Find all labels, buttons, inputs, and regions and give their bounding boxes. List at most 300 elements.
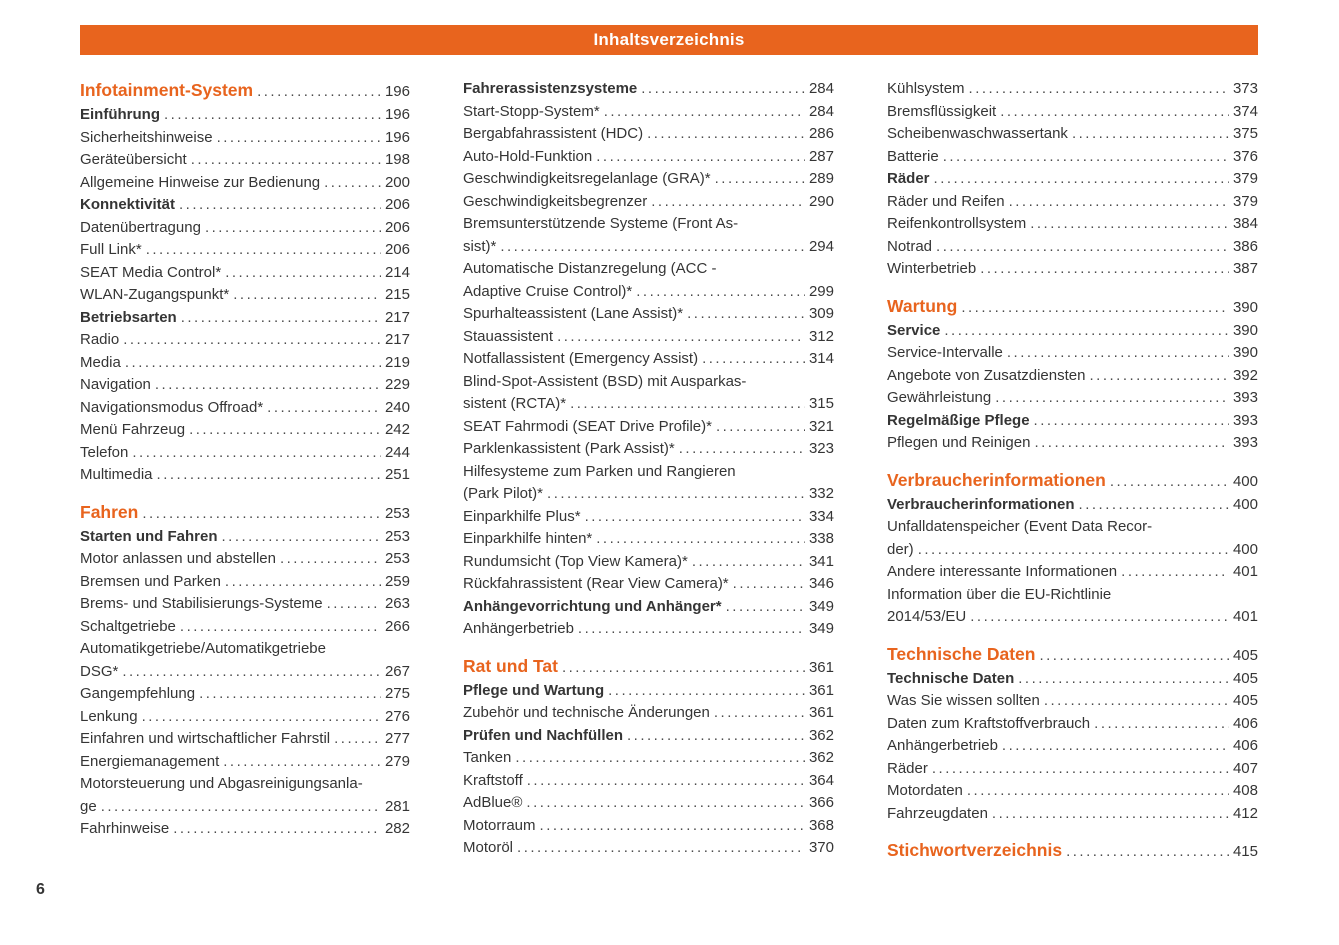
toc-entry-page: 415: [1232, 843, 1258, 860]
dot-leader: [961, 295, 1229, 320]
toc-entry-page: 215: [384, 286, 410, 303]
toc-entry-label: Technische Daten: [887, 669, 1015, 687]
toc-entry-page: 217: [384, 308, 410, 326]
dot-leader: [647, 123, 805, 146]
toc-entry: [887, 78, 1258, 101]
toc-entry: [80, 239, 410, 262]
dot-leader: [936, 236, 1229, 259]
toc-entry: [80, 104, 410, 127]
dot-leader: [932, 758, 1229, 781]
toc-entry-row: [887, 410, 1258, 433]
toc-entry-row: [80, 818, 410, 841]
toc-entry-row: [887, 342, 1258, 365]
dot-leader: [1072, 123, 1229, 146]
toc-entry-page: 361: [808, 704, 834, 721]
dot-leader: [180, 616, 381, 639]
toc-entry-label: Anhängevorrichtung und Anhänger*: [463, 597, 722, 615]
toc-entry-label: AdBlue®: [463, 794, 523, 811]
toc-entry: [887, 432, 1258, 455]
toc-entry: [887, 365, 1258, 388]
dot-leader: [146, 239, 381, 262]
toc-entry-row: [463, 654, 834, 680]
dot-leader: [1002, 735, 1229, 758]
toc-entry: [887, 236, 1258, 259]
toc-entry: [80, 374, 410, 397]
toc-entry-page: 407: [1232, 759, 1258, 777]
toc-entry-label: Gewährleistung: [887, 389, 992, 406]
toc-entry: [887, 146, 1258, 169]
toc-entry-page: 290: [808, 192, 834, 210]
toc-entry: [463, 371, 834, 416]
toc-entry-label: Bremsen und Parken: [80, 572, 221, 590]
toc-entry-page: 392: [1232, 366, 1258, 384]
toc-entry-page: 312: [808, 327, 834, 345]
toc-entry: [80, 172, 410, 195]
toc-entry: [80, 683, 410, 706]
toc-entry-page: 276: [384, 707, 410, 725]
toc-entry-row: [80, 548, 410, 571]
toc-entry-label: SEAT Fahrmodi (SEAT Drive Profile)*: [463, 417, 712, 435]
dot-leader: [585, 506, 805, 529]
toc-entry-row: [80, 526, 410, 549]
toc-entry: [463, 461, 834, 506]
toc-entry-label: Schaltgetriebe: [80, 617, 176, 635]
toc-entry-page: 275: [384, 685, 410, 702]
toc-entry-row: [887, 642, 1258, 668]
toc-entry-page: 287: [808, 147, 834, 165]
dot-leader: [191, 149, 381, 172]
toc-entry-label: Spurhalteassistent (Lane Assist)*: [463, 305, 684, 322]
toc-entry: [463, 146, 834, 169]
toc-entry-label: Fahrzeugdaten: [887, 804, 988, 822]
toc-entry-page: 334: [808, 507, 834, 525]
toc-entry: [463, 618, 834, 641]
toc-entry: [80, 329, 410, 352]
toc-entry-label: Media: [80, 353, 121, 371]
dot-leader: [995, 387, 1229, 410]
toc-entry: [887, 758, 1258, 781]
toc-entry-page: 332: [808, 485, 834, 502]
dot-leader: [517, 837, 805, 860]
toc-entry-row: [80, 217, 410, 240]
toc-entry-label-line1: Blind-Spot-Assistent (BSD) mit Ausparkas-: [463, 372, 747, 390]
toc-entry-label: Einfahren und wirtschaftlicher Fahrstil: [80, 730, 331, 747]
toc-entry-page: 229: [384, 376, 410, 393]
toc-entry-label: Infotainment-System: [80, 80, 254, 100]
toc-entry-row: [887, 146, 1258, 169]
toc-entry-row: [887, 123, 1258, 146]
toc-entry: [80, 397, 410, 420]
toc-entry-page: 214: [384, 263, 410, 281]
toc-entry-page: 390: [1232, 298, 1258, 316]
toc-entry: [80, 571, 410, 594]
dot-leader: [233, 284, 381, 307]
toc-entry-row: [80, 352, 410, 375]
toc-entry-row: [463, 438, 834, 461]
toc-entry-label: Allgemeine Hinweise zur Bedienung: [80, 173, 321, 191]
toc-entry-row: [80, 751, 410, 774]
toc-entry-page: 366: [808, 794, 834, 811]
dot-leader: [122, 661, 381, 684]
toc-entry-label: Rückfahrassistent (Rear View Camera)*: [463, 575, 729, 592]
dot-leader: [967, 780, 1229, 803]
toc-entry-page: 294: [808, 237, 834, 255]
toc-entry: [463, 416, 834, 439]
dot-leader: [1089, 365, 1228, 388]
toc-entry: [80, 307, 410, 330]
toc-entry-page: 284: [808, 80, 834, 97]
dot-leader: [199, 683, 381, 706]
toc-entry-label: WLAN-Zugangspunkt*: [80, 286, 230, 303]
dot-leader: [715, 168, 805, 191]
toc-entry-row: [463, 146, 834, 169]
toc-entry-page: 196: [384, 106, 410, 123]
dot-leader: [1034, 410, 1229, 433]
toc-entry-row: [463, 236, 834, 259]
dot-leader: [679, 438, 805, 461]
toc-entry-page: 386: [1232, 237, 1258, 255]
dot-leader: [1030, 213, 1229, 236]
toc-entry-page: 200: [384, 173, 410, 191]
dot-leader: [596, 528, 805, 551]
toc-entry-row: [463, 702, 834, 725]
toc-entry: [463, 680, 834, 703]
dot-leader: [1018, 668, 1229, 691]
dot-leader: [687, 303, 805, 326]
toc-entry-page: 266: [384, 617, 410, 635]
toc-entry-row: [80, 571, 410, 594]
toc-entry-label: Konnektivität: [80, 196, 176, 213]
toc-entry-label-line1: Bremsunterstützende Systeme (Front As-: [463, 215, 739, 232]
dot-leader: [164, 104, 381, 127]
dot-leader: [123, 329, 381, 352]
toc-entry-label: Anhängerbetrieb: [887, 737, 998, 754]
toc-entry-page: 401: [1232, 608, 1258, 625]
toc-entry-label: Verbraucherinformationen: [887, 469, 1106, 490]
toc-entry-label-line1: Information über die EU-Richtlinie: [887, 585, 1112, 603]
toc-entry-row: [80, 661, 410, 684]
toc-entry-row: [80, 127, 410, 150]
toc-entry-row: [463, 168, 834, 191]
toc-entry: [887, 191, 1258, 214]
dot-leader: [716, 416, 805, 439]
toc-entry-label-line1: Motorsteuerung und Abgasreinigungsanla-: [80, 775, 363, 792]
toc-entry: [463, 101, 834, 124]
toc-entry-page: 379: [1232, 192, 1258, 210]
toc-entry-row: [887, 668, 1258, 691]
toc-entry: [463, 573, 834, 596]
dot-leader: [1110, 469, 1229, 494]
toc-entry-page: 379: [1232, 170, 1258, 187]
toc-entry-page: 390: [1232, 321, 1258, 339]
toc-entry: [80, 773, 410, 818]
toc-entry-row: [463, 506, 834, 529]
dot-leader: [324, 172, 381, 195]
dot-leader: [222, 526, 381, 549]
toc-entry-page: 375: [1232, 125, 1258, 142]
toc-entry-label: Fahrerassistenzsysteme: [463, 80, 638, 97]
toc-entry-label: Winterbetrieb: [887, 260, 977, 277]
dot-leader: [608, 680, 805, 703]
toc-entry-label: Geschwindigkeitsregelanlage (GRA)*: [463, 170, 711, 187]
toc-entry-label-line1: Hilfesysteme zum Parken und Rangieren: [463, 462, 736, 480]
toc-entry-row: [887, 780, 1258, 803]
toc-entry-page: 384: [1232, 215, 1258, 232]
toc-entry-row: [887, 468, 1258, 494]
toc-entry: [463, 551, 834, 574]
dot-leader: [225, 571, 381, 594]
dot-leader: [651, 191, 805, 214]
toc-entry-label-line1: Automatikgetriebe/Automatikgetriebe: [80, 640, 326, 657]
dot-leader: [726, 596, 805, 619]
toc-entry-label: Technische Daten: [887, 643, 1036, 664]
toc-entry-row: [463, 573, 834, 596]
toc-entry-row: [463, 326, 834, 349]
toc-entry-row: [887, 294, 1258, 320]
toc-entry-page: 338: [808, 530, 834, 547]
toc-entry-row: [463, 416, 834, 439]
toc-entry: [887, 168, 1258, 191]
toc-entry-page: 299: [808, 282, 834, 300]
toc-entry: [80, 751, 410, 774]
toc-entry-row: [463, 393, 834, 416]
toc-entry-label: Räder und Reifen: [887, 192, 1005, 210]
dot-leader: [641, 78, 805, 101]
toc-entry-row: [80, 419, 410, 442]
toc-entry-label: Reifenkontrollsystem: [887, 215, 1027, 232]
toc-entry-row: [463, 747, 834, 770]
toc-entry-page: 289: [808, 170, 834, 187]
toc-entry: [887, 258, 1258, 281]
toc-entry-row: [887, 735, 1258, 758]
toc-entry-label: Bergabfahrassistent (HDC): [463, 125, 644, 142]
toc-columns: [80, 78, 1258, 864]
toc-entry: [80, 706, 410, 729]
toc-entry-label: Auto-Hold-Funktion: [463, 147, 593, 165]
toc-entry-page: 406: [1232, 737, 1258, 754]
dot-leader: [636, 281, 805, 304]
toc-entry-row: [463, 101, 834, 124]
toc-entry-label-line1: Unfalldatenspeicher (Event Data Recor-: [887, 518, 1153, 535]
toc-entry-label: Kühlsystem: [887, 80, 965, 97]
toc-entry: [887, 123, 1258, 146]
toc-entry-row: [463, 528, 834, 551]
dot-leader: [992, 803, 1229, 826]
toc-entry: [463, 596, 834, 619]
toc-entry-row: [887, 213, 1258, 236]
dot-leader: [1079, 494, 1229, 517]
toc-entry-label: Lenkung: [80, 707, 138, 725]
toc-entry-page: 315: [808, 395, 834, 412]
dot-leader: [1034, 432, 1229, 455]
toc-entry: [887, 468, 1258, 494]
toc-entry-label: Brems- und Stabilisierungs-Systeme: [80, 595, 323, 612]
toc-entry: [80, 217, 410, 240]
dot-leader: [627, 725, 805, 748]
toc-entry-row: [463, 815, 834, 838]
dot-leader: [500, 236, 805, 259]
toc-entry-row: [463, 123, 834, 146]
toc-entry-label: Pflege und Wartung: [463, 681, 605, 699]
toc-entry-row: [887, 168, 1258, 191]
toc-entry-label: Motordaten: [887, 782, 963, 799]
toc-entry-page: 393: [1232, 411, 1258, 429]
toc-entry-label: Rundumsicht (Top View Kamera)*: [463, 552, 688, 570]
toc-entry: [80, 500, 410, 526]
toc-entry-label: Regelmäßige Pflege: [887, 411, 1030, 429]
dot-leader: [267, 397, 381, 420]
toc-entry-label: Multimedia: [80, 466, 153, 483]
toc-entry-label: Räder: [887, 759, 928, 777]
toc-entry-row: [887, 539, 1258, 562]
toc-entry-label: Räder: [887, 170, 930, 187]
toc-entry-row: [463, 78, 834, 101]
toc-entry-label: Notfallassistent (Emergency Assist): [463, 350, 699, 367]
toc-entry-label: Motorraum: [463, 816, 536, 834]
toc-entry: [887, 494, 1258, 517]
toc-entry-row: [887, 690, 1258, 713]
toc-entry-label: Prüfen und Nachfüllen: [463, 726, 624, 744]
dot-leader: [125, 352, 381, 375]
toc-entry: [80, 284, 410, 307]
toc-entry: [887, 320, 1258, 343]
toc-entry-page: 217: [384, 331, 410, 348]
toc-entry: [80, 464, 410, 487]
toc-entry-label: Verbraucherinformationen: [887, 495, 1075, 513]
toc-entry-label: Einführung: [80, 106, 160, 123]
toc-entry-row: [887, 387, 1258, 410]
toc-entry-page: 323: [808, 440, 834, 457]
toc-entry-label: Service-Intervalle: [887, 344, 1003, 361]
page-number: 6: [36, 881, 45, 898]
dot-leader: [515, 747, 805, 770]
toc-entry-page: 242: [384, 421, 410, 438]
toc-entry-label: Menü Fahrzeug: [80, 421, 186, 438]
toc-entry-label: Betriebsarten: [80, 308, 177, 326]
toc-entry-row: [463, 770, 834, 793]
toc-entry-page: 400: [1232, 472, 1258, 490]
toc-entry: [463, 815, 834, 838]
toc-entry-row: [80, 239, 410, 262]
toc-entry-page: 364: [808, 771, 834, 789]
dot-leader: [225, 262, 381, 285]
dot-leader: [217, 127, 381, 150]
dot-leader: [570, 393, 805, 416]
toc-entry-row: [887, 838, 1258, 864]
toc-entry-row: [887, 561, 1258, 584]
toc-entry-label: Motor anlassen und abstellen: [80, 550, 276, 567]
toc-entry-page: 387: [1232, 260, 1258, 277]
dot-leader: [1094, 713, 1229, 736]
toc-entry-label: Sicherheitshinweise: [80, 128, 213, 146]
toc-entry-page: 362: [808, 749, 834, 766]
toc-entry-row: [80, 78, 410, 104]
toc-entry-row: [887, 236, 1258, 259]
toc-entry-label: Radio: [80, 331, 120, 348]
toc-entry: [887, 838, 1258, 864]
dot-leader: [179, 194, 381, 217]
dot-leader: [578, 618, 805, 641]
toc-entry-page: 286: [808, 125, 834, 142]
toc-entry-page: 314: [808, 350, 834, 367]
dot-leader: [943, 146, 1229, 169]
toc-entry-label: sistent (RCTA)*: [463, 395, 567, 412]
toc-entry: [463, 528, 834, 551]
toc-column-3: [887, 78, 1258, 864]
toc-entry-page: 405: [1232, 692, 1258, 709]
dot-leader: [132, 442, 381, 465]
toc-entry-page: 196: [384, 128, 410, 146]
dot-leader: [327, 593, 381, 616]
toc-entry: [463, 326, 834, 349]
toc-entry-label: 2014/53/EU: [887, 608, 967, 625]
toc-entry-row: [463, 191, 834, 214]
toc-entry-page: 198: [384, 151, 410, 168]
dot-leader: [1039, 643, 1229, 668]
toc-column-2: [463, 78, 834, 864]
toc-entry-row: [80, 307, 410, 330]
toc-entry-page: 277: [384, 730, 410, 747]
toc-entry: [463, 168, 834, 191]
toc-entry-page: 362: [808, 726, 834, 744]
toc-entry-label: Navigationsmodus Offroad*: [80, 398, 264, 416]
toc-entry-row: [887, 758, 1258, 781]
toc-entry-row: [887, 320, 1258, 343]
dot-leader: [142, 706, 381, 729]
dot-leader: [562, 655, 805, 680]
toc-entry-label: Notrad: [887, 237, 933, 255]
toc-entry: [80, 78, 410, 104]
dot-leader: [604, 101, 805, 124]
toc-entry-row: [80, 284, 410, 307]
toc-entry: [80, 352, 410, 375]
toc-entry: [887, 780, 1258, 803]
toc-entry-page: 309: [808, 305, 834, 322]
toc-entry-row: [80, 796, 410, 819]
page-title: Inhaltsverzeichnis: [593, 30, 745, 49]
toc-entry-page: 393: [1232, 434, 1258, 451]
toc-entry: [80, 194, 410, 217]
toc-entry-label: Adaptive Cruise Control)*: [463, 282, 633, 300]
page-header-bar: [80, 25, 1258, 55]
toc-entry-row: [887, 78, 1258, 101]
toc-entry-row: [80, 194, 410, 217]
toc-entry-label: Tanken: [463, 749, 512, 766]
toc-entry-label: Andere interessante Informationen: [887, 563, 1118, 580]
toc-entry-label: Einparkhilfe Plus*: [463, 507, 581, 525]
toc-entry-label: Scheibenwaschwassertank: [887, 125, 1068, 142]
dot-leader: [526, 792, 805, 815]
toc-entry-row: [80, 616, 410, 639]
toc-entry-row: [80, 104, 410, 127]
dot-leader: [970, 606, 1229, 629]
toc-entry-label: (Park Pilot)*: [463, 485, 544, 502]
toc-entry: [80, 442, 410, 465]
toc-entry: [887, 294, 1258, 320]
toc-entry-page: 253: [384, 527, 410, 545]
toc-entry-row: [80, 262, 410, 285]
dot-leader: [1066, 839, 1229, 864]
toc-entry: [80, 638, 410, 683]
toc-entry-row: [80, 149, 410, 172]
toc-entry: [463, 438, 834, 461]
toc-entry-row: [80, 728, 410, 751]
dot-leader: [101, 796, 381, 819]
toc-entry-label: Navigation: [80, 376, 151, 393]
toc-entry-label: Bremsflüssigkeit: [887, 102, 997, 120]
dot-leader: [557, 326, 805, 349]
toc-entry-page: 405: [1232, 669, 1258, 687]
